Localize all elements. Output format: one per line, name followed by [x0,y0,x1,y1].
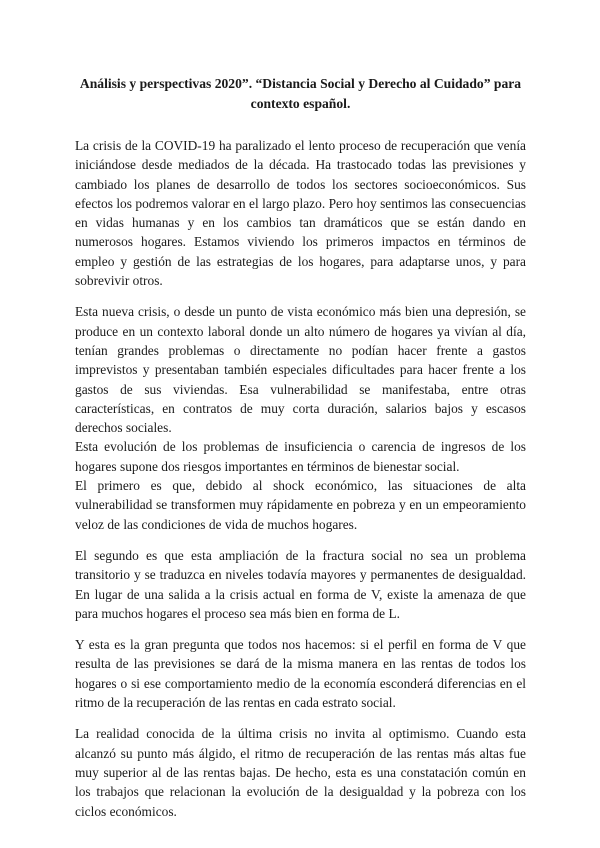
document-title [75,74,526,114]
paragraph-first-risk: El primero es que, debido al shock económico, las situaciones de alta vulnerabilidad se transformen muy rápidamente en pobreza y en un empeoramiento veloz de las condiciones de vida de muchos hogares. [75,478,526,532]
paragraph-new-crisis: Esta nueva crisis, o desde un punto de vista económico más bien una depresión, se produce en un contexto laboral donde un alto número de hogares ya vivían al día, tenían grandes problemas o directamente no podían hacer frente a gastos imprevistos y presentaban también especiales dificultades para hacer frente a los gastos de sus viviendas. Esa vulnerabilidad se manifestaba, entre otras características, en contratos de muy corta duración, salarios bajos y escasos derechos sociales. [75,304,526,436]
paragraph-income-problems: Esta evolución de los problemas de insuficiencia o carencia de ingresos de los hogares supone dos riesgos importantes en términos de bienestar social. [75,439,526,474]
paragraph-second-risk: El segundo es que esta ampliación de la fractura social no sea un problema transitorio y se traduzca en niveles todavía mayores y permanentes de desigualdad. En lugar de una salida a la crisis actual en forma de V, existe la amenaza de que para muchos hogares el proceso sea más bien en forma de L. [75,547,526,621]
title-line-1: Análisis y perspectivas 2020”. “Distancia Social y Derecho al Cuidado” para [79,76,522,91]
paragraph-big-question: Y esta es la gran pregunta que todos nos hacemos: si el perfil en forma de V que resulta de las previsiones se dará de la misma manera en las rentas de todos los hogares o si ese comportamiento medio de la economía esconderá diferencias en el ritmo de la recuperación de las rentas en cada estrato social. [75,637,526,711]
paragraph-covid-crisis: La crisis de la COVID-19 ha paralizado el lento proceso de recuperación que venía iniciándose desde mediados de la década. Ha trastocado todas las previsiones y cambiado los planes de desarrollo de todos los sectores socioeconómicos. Sus efectos los podremos valorar en el largo plazo. Pero hoy sentimos las consecuencias en vidas humanas y en los cambios tan dramáticos que se están dando en numerosos hogares. Estamos viviendo los primeros impactos en términos de empleo y gestión de las estrategias de los hogares, para adaptarse unos, y para sobrevivir otros. [75,138,526,289]
title-line-2: contexto español. [250,96,351,111]
paragraph-last-crisis: La realidad conocida de la última crisis no invita al optimismo. Cuando esta alcanzó su punto más álgido, el ritmo de recuperación de las rentas más altas fue muy superior al de las rentas bajas. De hecho, esta es una constatación común en los trabajos que relacionan la evolución de la desigualdad y la pobreza con los ciclos económicos. [75,726,526,819]
